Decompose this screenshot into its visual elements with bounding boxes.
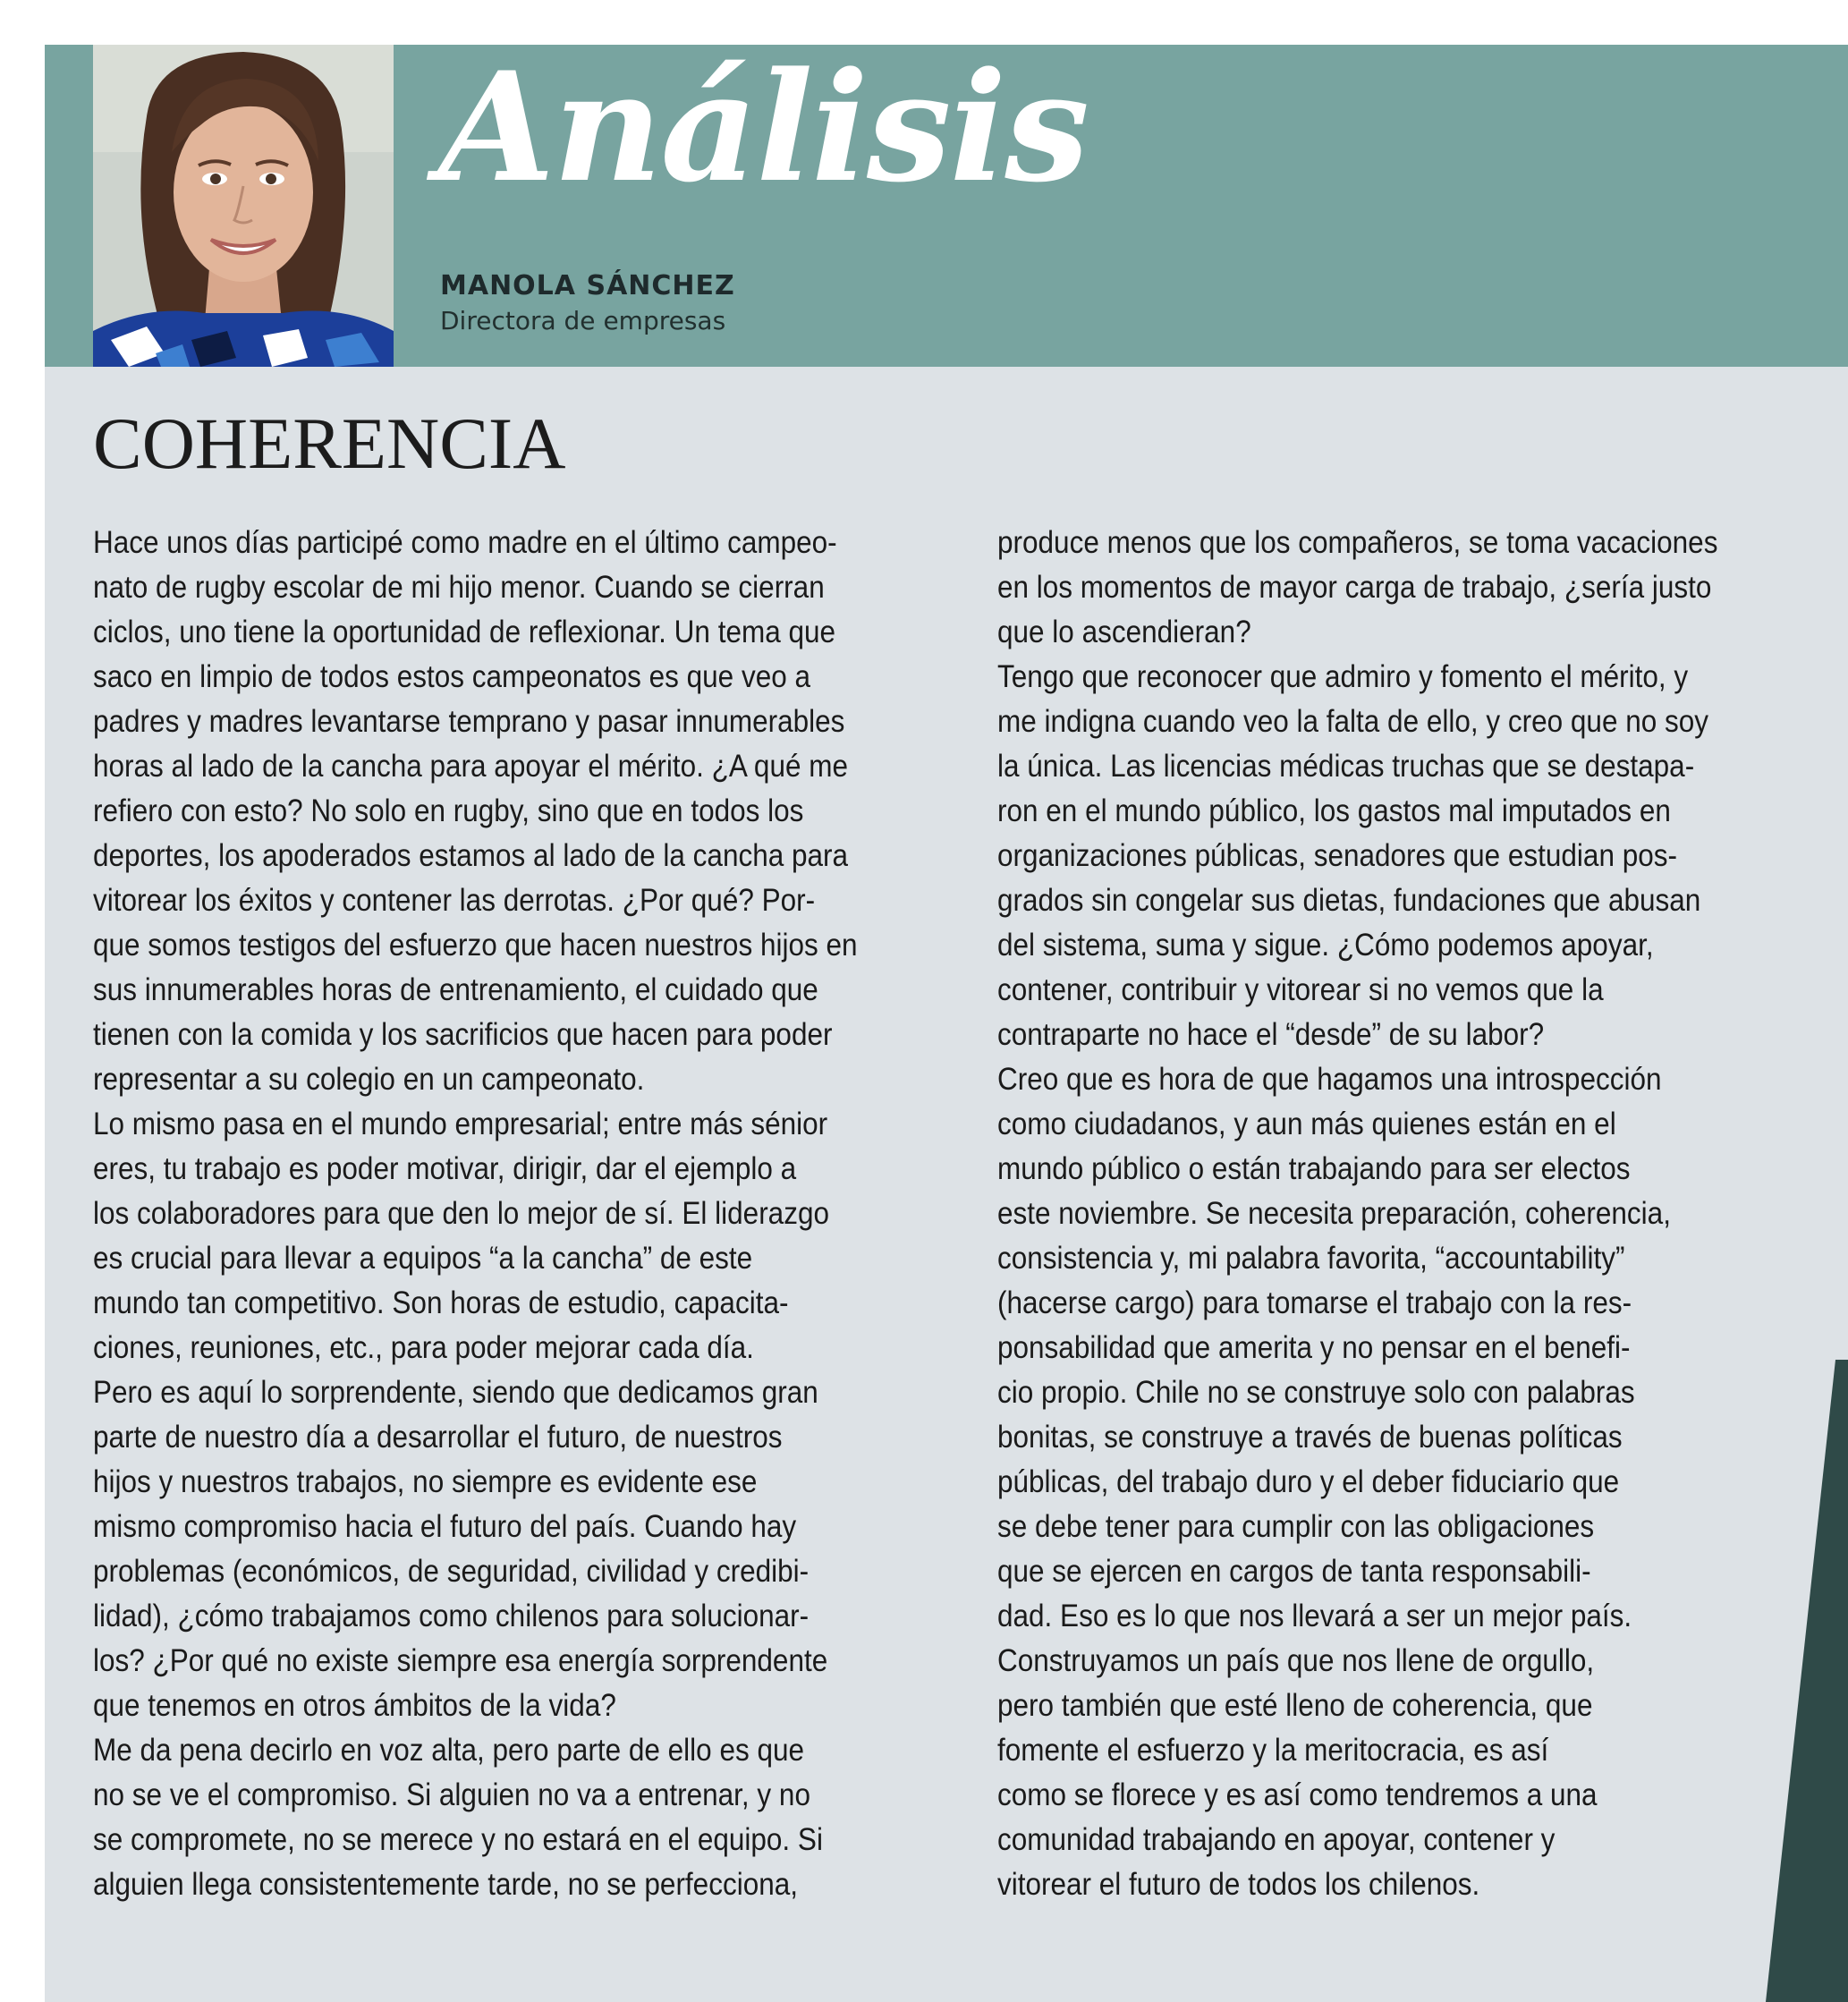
article-text-line: nato de rugby escolar de mi hijo menor. Cuando se cierran bbox=[93, 570, 825, 605]
article-text-line: Construyamos un país que nos llene de orgullo, bbox=[997, 1643, 1595, 1678]
article-text-line: ponsabilidad que amerita y no pensar en el benefi- bbox=[997, 1330, 1631, 1365]
article-text-line: deportes, los apoderados estamos al lado de la cancha para bbox=[93, 838, 849, 873]
article-text-line: ciones, reuniones, etc., para poder mejorar cada día. bbox=[93, 1330, 754, 1365]
article-text-line: este noviembre. Se necesita preparación, coherencia, bbox=[997, 1196, 1671, 1231]
article-text-line: ron en el mundo público, los gastos mal imputados en bbox=[997, 793, 1671, 828]
section-title: Análisis bbox=[438, 38, 1088, 216]
article-text-line: mismo compromiso hacia el futuro del país. Cuando hay bbox=[93, 1509, 797, 1544]
article-column-left bbox=[93, 521, 952, 1907]
article-text-line: que se ejercen en cargos de tanta responsabili- bbox=[997, 1554, 1591, 1589]
article-text-line: eres, tu trabajo es poder motivar, dirigir, dar el ejemplo a bbox=[93, 1151, 797, 1186]
article-text-line: Tengo que reconocer que admiro y fomento el mérito, y bbox=[997, 659, 1689, 694]
article-text-line: en los momentos de mayor carga de trabajo, ¿sería justo bbox=[997, 570, 1712, 605]
article-text-line: contener, contribuir y vitorear si no vemos que la bbox=[997, 972, 1604, 1007]
article-text-line: vitorear el futuro de todos los chilenos. bbox=[997, 1867, 1480, 1902]
article-text-line: Me da pena decirlo en voz alta, pero parte de ello es que bbox=[93, 1733, 805, 1768]
article-text-line: refiero con esto? No solo en rugby, sino que en todos los bbox=[93, 793, 804, 828]
article-text-line: es crucial para llevar a equipos “a la cancha” de este bbox=[93, 1241, 753, 1276]
article-text-line: organizaciones públicas, senadores que estudian pos- bbox=[997, 838, 1678, 873]
article-text-line: me indigna cuando veo la falta de ello, y creo que no soy bbox=[997, 704, 1709, 739]
article-text-line: los colaboradores para que den lo mejor de sí. El liderazgo bbox=[93, 1196, 829, 1231]
author-name: MANOLA SÁNCHEZ bbox=[440, 270, 735, 301]
article-text-line: saco en limpio de todos estos campeonatos es que veo a bbox=[93, 659, 811, 694]
article-text-line: que lo ascendieran? bbox=[997, 615, 1251, 649]
article-text-line: ciclos, uno tiene la oportunidad de reflexionar. Un tema que bbox=[93, 615, 836, 649]
article-text-line: sus innumerables horas de entrenamiento, el cuidado que bbox=[93, 972, 818, 1007]
article-text-line: fomente el esfuerzo y la meritocracia, es así bbox=[997, 1733, 1549, 1768]
article-text-line: mundo público o están trabajando para ser electos bbox=[997, 1151, 1631, 1186]
article-text-line: consistencia y, mi palabra favorita, “accountability” bbox=[997, 1241, 1625, 1276]
article-text-line: se debe tener para cumplir con las obligaciones bbox=[997, 1509, 1595, 1544]
article-text-line: (hacerse cargo) para tomarse el trabajo con la res- bbox=[997, 1285, 1632, 1320]
article-text-line: del sistema, suma y sigue. ¿Cómo podemos apoyar, bbox=[997, 928, 1654, 963]
article-text-line: hijos y nuestros trabajos, no siempre es evidente ese bbox=[93, 1464, 758, 1499]
article-text-line: dad. Eso es lo que nos llevará a ser un mejor país. bbox=[997, 1599, 1632, 1633]
article-text-line: padres y madres levantarse temprano y pasar innumerables bbox=[93, 704, 845, 739]
article-text-line: parte de nuestro día a desarrollar el futuro, de nuestros bbox=[93, 1420, 783, 1455]
article-text-line: lidad), ¿cómo trabajamos como chilenos para solucionar- bbox=[93, 1599, 810, 1633]
article-text-line: bonitas, se construye a través de buenas políticas bbox=[997, 1420, 1623, 1455]
article-text-line: produce menos que los compañeros, se toma vacaciones bbox=[997, 525, 1718, 560]
article-headline: COHERENCIA bbox=[93, 403, 566, 484]
article-text-line: grados sin congelar sus dietas, fundaciones que abusan bbox=[997, 883, 1701, 918]
article-text-line: que tenemos en otros ámbitos de la vida? bbox=[93, 1688, 616, 1723]
article-text-line: representar a su colegio en un campeonato. bbox=[93, 1062, 645, 1097]
article-text-line: contraparte no hace el “desde” de su labor? bbox=[997, 1017, 1545, 1052]
article-text-line: los? ¿Por qué no existe siempre esa energía sorprendente bbox=[93, 1643, 828, 1678]
article-text-line: mundo tan competitivo. Son horas de estudio, capacita- bbox=[93, 1285, 789, 1320]
article-text-line: vitorear los éxitos y contener las derrotas. ¿Por qué? Por- bbox=[93, 883, 816, 918]
article-text-line: como se florece y es así como tendremos a una bbox=[997, 1777, 1598, 1812]
article-text-line: no se ve el compromiso. Si alguien no va a entrenar, y no bbox=[93, 1777, 810, 1812]
article-text-line: comunidad trabajando en apoyar, contener y bbox=[997, 1822, 1556, 1857]
article-text-line: problemas (económicos, de seguridad, civilidad y credibi- bbox=[93, 1554, 810, 1589]
article-text-line: Lo mismo pasa en el mundo empresarial; entre más sénior bbox=[93, 1107, 828, 1141]
article-text-line: públicas, del trabajo duro y el deber fiduciario que bbox=[997, 1464, 1620, 1499]
article-text-line: se compromete, no se merece y no estará en el equipo. Si bbox=[93, 1822, 823, 1857]
article-text-line: que somos testigos del esfuerzo que hacen nuestros hijos en bbox=[93, 928, 858, 963]
article-text-line: Creo que es hora de que hagamos una introspección bbox=[997, 1062, 1662, 1097]
article-text-line: la única. Las licencias médicas truchas que se destapa- bbox=[997, 749, 1695, 784]
article-text-line: tienen con la comida y los sacrificios que hacen para poder bbox=[93, 1017, 833, 1052]
author-role: Directora de empresas bbox=[440, 306, 726, 335]
article-column-right bbox=[997, 521, 1847, 1907]
article-text-line: Hace unos días participé como madre en el último campeo- bbox=[93, 525, 837, 560]
article-text-line: como ciudadanos, y aun más quienes están en el bbox=[997, 1107, 1616, 1141]
article-text-line: cio propio. Chile no se construye solo con palabras bbox=[997, 1375, 1635, 1410]
author-photo bbox=[93, 45, 394, 367]
article-text-line: alguien llega consistentemente tarde, no se perfecciona, bbox=[93, 1867, 799, 1902]
article-text-line: Pero es aquí lo sorprendente, siendo que dedicamos gran bbox=[93, 1375, 818, 1410]
article-text-line: horas al lado de la cancha para apoyar el mérito. ¿A qué me bbox=[93, 749, 849, 784]
article-text-line: pero también que esté lleno de coherencia, que bbox=[997, 1688, 1593, 1723]
